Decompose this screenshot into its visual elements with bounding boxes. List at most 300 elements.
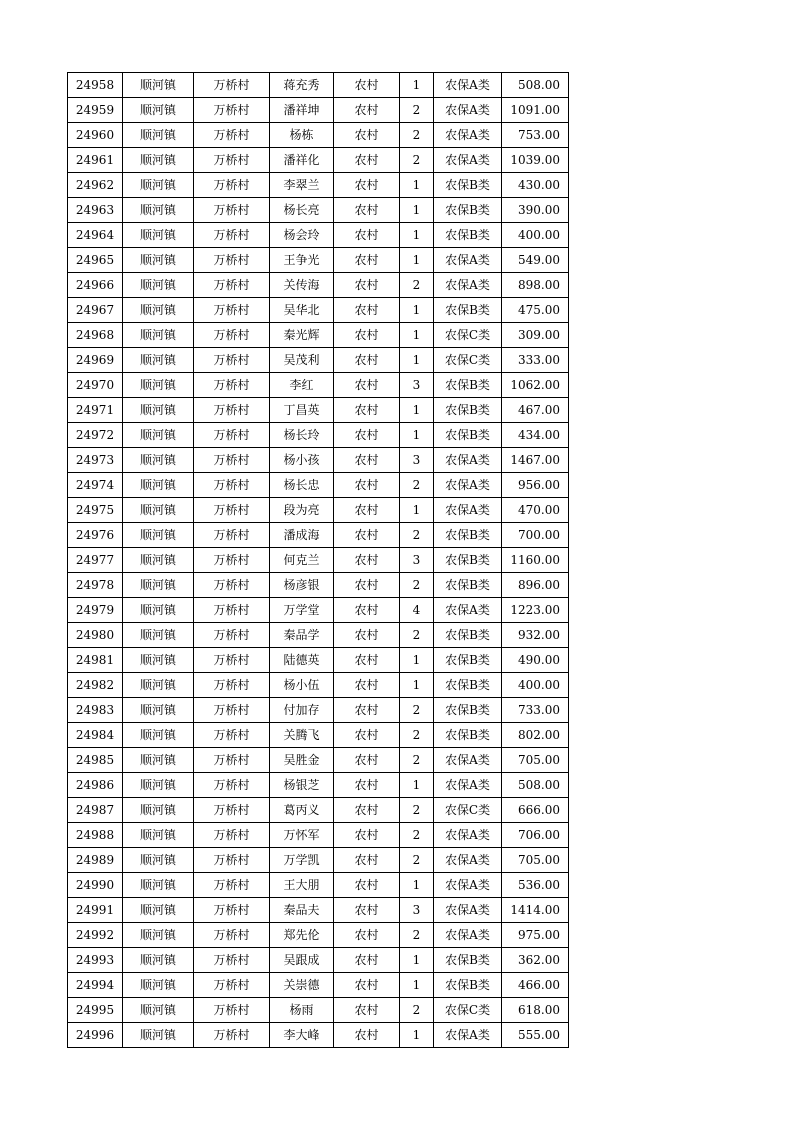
insurance-category-cell: 农保A类 (434, 923, 502, 948)
person-name-cell: 秦光辉 (270, 323, 334, 348)
insurance-category-cell: 农保A类 (434, 898, 502, 923)
record-id-cell: 24962 (68, 173, 123, 198)
insurance-category-cell: 农保A类 (434, 823, 502, 848)
insurance-category-cell: 农保C类 (434, 323, 502, 348)
village-cell: 万桥村 (194, 498, 270, 523)
person-name-cell: 李大峰 (270, 1023, 334, 1048)
household-type-cell: 农村 (334, 673, 400, 698)
person-name-cell: 秦品学 (270, 623, 334, 648)
household-type-cell: 农村 (334, 1023, 400, 1048)
person-name-cell: 杨长玲 (270, 423, 334, 448)
amount-cell: 555.00 (502, 1023, 569, 1048)
town-cell: 顺河镇 (123, 373, 194, 398)
record-id-cell: 24963 (68, 198, 123, 223)
village-cell: 万桥村 (194, 423, 270, 448)
town-cell: 顺河镇 (123, 248, 194, 273)
table-row (68, 148, 569, 173)
amount-cell: 1062.00 (502, 373, 569, 398)
table-row (68, 248, 569, 273)
village-cell: 万桥村 (194, 373, 270, 398)
village-cell: 万桥村 (194, 123, 270, 148)
table-row (68, 648, 569, 673)
record-id-cell: 24978 (68, 573, 123, 598)
town-cell: 顺河镇 (123, 923, 194, 948)
town-cell: 顺河镇 (123, 198, 194, 223)
household-type-cell: 农村 (334, 823, 400, 848)
town-cell: 顺河镇 (123, 698, 194, 723)
insurance-category-cell: 农保B类 (434, 548, 502, 573)
member-count-cell: 1 (400, 73, 434, 98)
insurance-category-cell: 农保B类 (434, 673, 502, 698)
table-row (68, 673, 569, 698)
person-name-cell: 段为亮 (270, 498, 334, 523)
town-cell: 顺河镇 (123, 398, 194, 423)
amount-cell: 753.00 (502, 123, 569, 148)
town-cell: 顺河镇 (123, 323, 194, 348)
person-name-cell: 潘祥化 (270, 148, 334, 173)
amount-cell: 618.00 (502, 998, 569, 1023)
town-cell: 顺河镇 (123, 548, 194, 573)
person-name-cell: 潘祥坤 (270, 98, 334, 123)
household-type-cell: 农村 (334, 123, 400, 148)
town-cell: 顺河镇 (123, 823, 194, 848)
member-count-cell: 1 (400, 223, 434, 248)
town-cell: 顺河镇 (123, 498, 194, 523)
person-name-cell: 杨小伍 (270, 673, 334, 698)
village-cell: 万桥村 (194, 98, 270, 123)
village-cell: 万桥村 (194, 348, 270, 373)
member-count-cell: 2 (400, 998, 434, 1023)
household-type-cell: 农村 (334, 173, 400, 198)
household-type-cell: 农村 (334, 873, 400, 898)
table-row (68, 523, 569, 548)
person-name-cell: 杨银芝 (270, 773, 334, 798)
insurance-category-cell: 农保B类 (434, 698, 502, 723)
insurance-category-cell: 农保A类 (434, 748, 502, 773)
insurance-category-cell: 农保B类 (434, 623, 502, 648)
insurance-category-cell: 农保A类 (434, 498, 502, 523)
table-row (68, 423, 569, 448)
town-cell: 顺河镇 (123, 273, 194, 298)
record-id-cell: 24965 (68, 248, 123, 273)
record-id-cell: 24995 (68, 998, 123, 1023)
table-row (68, 98, 569, 123)
amount-cell: 733.00 (502, 698, 569, 723)
table-row (68, 473, 569, 498)
member-count-cell: 1 (400, 673, 434, 698)
town-cell: 顺河镇 (123, 998, 194, 1023)
person-name-cell: 杨彦银 (270, 573, 334, 598)
town-cell: 顺河镇 (123, 948, 194, 973)
table-row (68, 273, 569, 298)
record-id-cell: 24981 (68, 648, 123, 673)
town-cell: 顺河镇 (123, 423, 194, 448)
amount-cell: 390.00 (502, 198, 569, 223)
table-row (68, 748, 569, 773)
person-name-cell: 潘成海 (270, 523, 334, 548)
town-cell: 顺河镇 (123, 473, 194, 498)
household-type-cell: 农村 (334, 898, 400, 923)
village-cell: 万桥村 (194, 523, 270, 548)
household-type-cell: 农村 (334, 348, 400, 373)
village-cell: 万桥村 (194, 473, 270, 498)
member-count-cell: 2 (400, 523, 434, 548)
insurance-category-cell: 农保C类 (434, 998, 502, 1023)
record-id-cell: 24990 (68, 873, 123, 898)
table-row (68, 198, 569, 223)
table-row (68, 848, 569, 873)
insurance-category-cell: 农保B类 (434, 973, 502, 998)
amount-cell: 1223.00 (502, 598, 569, 623)
amount-cell: 1414.00 (502, 898, 569, 923)
record-id-cell: 24959 (68, 98, 123, 123)
village-cell: 万桥村 (194, 223, 270, 248)
insurance-category-cell: 农保A类 (434, 148, 502, 173)
member-count-cell: 2 (400, 623, 434, 648)
table-row (68, 573, 569, 598)
household-type-cell: 农村 (334, 648, 400, 673)
table-row (68, 773, 569, 798)
household-type-cell: 农村 (334, 373, 400, 398)
table-row (68, 123, 569, 148)
amount-cell: 362.00 (502, 948, 569, 973)
person-name-cell: 何克兰 (270, 548, 334, 573)
amount-cell: 1039.00 (502, 148, 569, 173)
amount-cell: 400.00 (502, 673, 569, 698)
amount-cell: 536.00 (502, 873, 569, 898)
person-name-cell: 李翠兰 (270, 173, 334, 198)
amount-cell: 956.00 (502, 473, 569, 498)
person-name-cell: 吴茂利 (270, 348, 334, 373)
insurance-category-cell: 农保B类 (434, 198, 502, 223)
household-type-cell: 农村 (334, 748, 400, 773)
member-count-cell: 1 (400, 348, 434, 373)
table-row (68, 623, 569, 648)
insurance-category-cell: 农保B类 (434, 723, 502, 748)
member-count-cell: 2 (400, 573, 434, 598)
table-row (68, 1023, 569, 1048)
record-id-cell: 24958 (68, 73, 123, 98)
person-name-cell: 陆德英 (270, 648, 334, 673)
amount-cell: 1091.00 (502, 98, 569, 123)
person-name-cell: 蒋充秀 (270, 73, 334, 98)
member-count-cell: 2 (400, 748, 434, 773)
record-id-cell: 24964 (68, 223, 123, 248)
table-row (68, 348, 569, 373)
town-cell: 顺河镇 (123, 223, 194, 248)
insurance-category-cell: 农保A类 (434, 73, 502, 98)
village-cell: 万桥村 (194, 148, 270, 173)
town-cell: 顺河镇 (123, 573, 194, 598)
member-count-cell: 2 (400, 798, 434, 823)
insurance-category-cell: 农保A类 (434, 1023, 502, 1048)
household-type-cell: 农村 (334, 523, 400, 548)
household-type-cell: 农村 (334, 98, 400, 123)
record-id-cell: 24971 (68, 398, 123, 423)
town-cell: 顺河镇 (123, 98, 194, 123)
insurance-category-cell: 农保B类 (434, 523, 502, 548)
village-cell: 万桥村 (194, 998, 270, 1023)
records-table-body (68, 73, 569, 1048)
table-row (68, 698, 569, 723)
amount-cell: 802.00 (502, 723, 569, 748)
member-count-cell: 4 (400, 598, 434, 623)
insurance-category-cell: 农保C类 (434, 348, 502, 373)
person-name-cell: 杨小孩 (270, 448, 334, 473)
village-cell: 万桥村 (194, 773, 270, 798)
record-id-cell: 24974 (68, 473, 123, 498)
person-name-cell: 王大朋 (270, 873, 334, 898)
table-row (68, 973, 569, 998)
village-cell: 万桥村 (194, 923, 270, 948)
village-cell: 万桥村 (194, 448, 270, 473)
insurance-category-cell: 农保B类 (434, 223, 502, 248)
village-cell: 万桥村 (194, 973, 270, 998)
records-table-wrapper (67, 72, 569, 1048)
member-count-cell: 1 (400, 873, 434, 898)
record-id-cell: 24960 (68, 123, 123, 148)
table-row (68, 998, 569, 1023)
record-id-cell: 24982 (68, 673, 123, 698)
record-id-cell: 24975 (68, 498, 123, 523)
amount-cell: 896.00 (502, 573, 569, 598)
record-id-cell: 24972 (68, 423, 123, 448)
household-type-cell: 农村 (334, 698, 400, 723)
insurance-category-cell: 农保A类 (434, 123, 502, 148)
person-name-cell: 关崇德 (270, 973, 334, 998)
town-cell: 顺河镇 (123, 973, 194, 998)
town-cell: 顺河镇 (123, 148, 194, 173)
household-type-cell: 农村 (334, 923, 400, 948)
insurance-category-cell: 农保A类 (434, 248, 502, 273)
amount-cell: 434.00 (502, 423, 569, 448)
member-count-cell: 2 (400, 98, 434, 123)
record-id-cell: 24993 (68, 948, 123, 973)
village-cell: 万桥村 (194, 273, 270, 298)
member-count-cell: 1 (400, 248, 434, 273)
record-id-cell: 24987 (68, 798, 123, 823)
person-name-cell: 关传海 (270, 273, 334, 298)
household-type-cell: 农村 (334, 548, 400, 573)
person-name-cell: 吴跟成 (270, 948, 334, 973)
amount-cell: 470.00 (502, 498, 569, 523)
member-count-cell: 1 (400, 773, 434, 798)
village-cell: 万桥村 (194, 73, 270, 98)
household-type-cell: 农村 (334, 423, 400, 448)
town-cell: 顺河镇 (123, 298, 194, 323)
record-id-cell: 24961 (68, 148, 123, 173)
member-count-cell: 2 (400, 848, 434, 873)
insurance-category-cell: 农保B类 (434, 648, 502, 673)
household-type-cell: 农村 (334, 198, 400, 223)
amount-cell: 508.00 (502, 73, 569, 98)
person-name-cell: 杨栋 (270, 123, 334, 148)
table-row (68, 823, 569, 848)
household-type-cell: 农村 (334, 798, 400, 823)
village-cell: 万桥村 (194, 673, 270, 698)
household-type-cell: 农村 (334, 998, 400, 1023)
table-row (68, 173, 569, 198)
town-cell: 顺河镇 (123, 648, 194, 673)
town-cell: 顺河镇 (123, 623, 194, 648)
amount-cell: 898.00 (502, 273, 569, 298)
table-row (68, 923, 569, 948)
amount-cell: 309.00 (502, 323, 569, 348)
insurance-category-cell: 农保B类 (434, 423, 502, 448)
member-count-cell: 1 (400, 173, 434, 198)
household-type-cell: 农村 (334, 73, 400, 98)
village-cell: 万桥村 (194, 248, 270, 273)
member-count-cell: 2 (400, 123, 434, 148)
record-id-cell: 24979 (68, 598, 123, 623)
record-id-cell: 24985 (68, 748, 123, 773)
household-type-cell: 农村 (334, 573, 400, 598)
household-type-cell: 农村 (334, 948, 400, 973)
town-cell: 顺河镇 (123, 898, 194, 923)
village-cell: 万桥村 (194, 948, 270, 973)
amount-cell: 705.00 (502, 748, 569, 773)
record-id-cell: 24977 (68, 548, 123, 573)
village-cell: 万桥村 (194, 173, 270, 198)
household-type-cell: 农村 (334, 848, 400, 873)
village-cell: 万桥村 (194, 198, 270, 223)
person-name-cell: 吴华北 (270, 298, 334, 323)
household-type-cell: 农村 (334, 248, 400, 273)
person-name-cell: 万怀军 (270, 823, 334, 848)
table-row (68, 498, 569, 523)
person-name-cell: 李红 (270, 373, 334, 398)
amount-cell: 1160.00 (502, 548, 569, 573)
insurance-category-cell: 农保A类 (434, 473, 502, 498)
village-cell: 万桥村 (194, 873, 270, 898)
insurance-category-cell: 农保A类 (434, 98, 502, 123)
member-count-cell: 2 (400, 473, 434, 498)
insurance-category-cell: 农保A类 (434, 848, 502, 873)
village-cell: 万桥村 (194, 698, 270, 723)
table-row (68, 898, 569, 923)
town-cell: 顺河镇 (123, 723, 194, 748)
town-cell: 顺河镇 (123, 748, 194, 773)
village-cell: 万桥村 (194, 898, 270, 923)
amount-cell: 430.00 (502, 173, 569, 198)
person-name-cell: 秦品夫 (270, 898, 334, 923)
insurance-category-cell: 农保A类 (434, 598, 502, 623)
town-cell: 顺河镇 (123, 348, 194, 373)
amount-cell: 467.00 (502, 398, 569, 423)
record-id-cell: 24973 (68, 448, 123, 473)
insurance-category-cell: 农保C类 (434, 798, 502, 823)
insurance-category-cell: 农保A类 (434, 873, 502, 898)
record-id-cell: 24994 (68, 973, 123, 998)
village-cell: 万桥村 (194, 623, 270, 648)
insurance-category-cell: 农保B类 (434, 373, 502, 398)
amount-cell: 1467.00 (502, 448, 569, 473)
person-name-cell: 付加存 (270, 698, 334, 723)
amount-cell: 700.00 (502, 523, 569, 548)
amount-cell: 466.00 (502, 973, 569, 998)
member-count-cell: 2 (400, 148, 434, 173)
person-name-cell: 郑先伦 (270, 923, 334, 948)
record-id-cell: 24966 (68, 273, 123, 298)
person-name-cell: 杨雨 (270, 998, 334, 1023)
table-row (68, 373, 569, 398)
member-count-cell: 1 (400, 298, 434, 323)
insurance-category-cell: 农保B类 (434, 948, 502, 973)
member-count-cell: 3 (400, 373, 434, 398)
amount-cell: 706.00 (502, 823, 569, 848)
household-type-cell: 农村 (334, 498, 400, 523)
amount-cell: 400.00 (502, 223, 569, 248)
insurance-category-cell: 农保B类 (434, 173, 502, 198)
town-cell: 顺河镇 (123, 598, 194, 623)
town-cell: 顺河镇 (123, 173, 194, 198)
household-type-cell: 农村 (334, 623, 400, 648)
household-type-cell: 农村 (334, 148, 400, 173)
member-count-cell: 2 (400, 723, 434, 748)
table-row (68, 448, 569, 473)
town-cell: 顺河镇 (123, 848, 194, 873)
table-row (68, 548, 569, 573)
record-id-cell: 24984 (68, 723, 123, 748)
person-name-cell: 关腾飞 (270, 723, 334, 748)
amount-cell: 666.00 (502, 798, 569, 823)
person-name-cell: 万学堂 (270, 598, 334, 623)
record-id-cell: 24967 (68, 298, 123, 323)
insurance-category-cell: 农保B类 (434, 298, 502, 323)
record-id-cell: 24996 (68, 1023, 123, 1048)
member-count-cell: 1 (400, 423, 434, 448)
village-cell: 万桥村 (194, 648, 270, 673)
record-id-cell: 24976 (68, 523, 123, 548)
village-cell: 万桥村 (194, 548, 270, 573)
insurance-category-cell: 农保A类 (434, 273, 502, 298)
household-type-cell: 农村 (334, 973, 400, 998)
table-row (68, 598, 569, 623)
member-count-cell: 1 (400, 948, 434, 973)
member-count-cell: 2 (400, 698, 434, 723)
household-type-cell: 农村 (334, 323, 400, 348)
village-cell: 万桥村 (194, 323, 270, 348)
record-id-cell: 24968 (68, 323, 123, 348)
person-name-cell: 王争光 (270, 248, 334, 273)
table-row (68, 948, 569, 973)
records-table (67, 72, 569, 1048)
record-id-cell: 24992 (68, 923, 123, 948)
village-cell: 万桥村 (194, 298, 270, 323)
town-cell: 顺河镇 (123, 798, 194, 823)
household-type-cell: 农村 (334, 598, 400, 623)
household-type-cell: 农村 (334, 273, 400, 298)
amount-cell: 705.00 (502, 848, 569, 873)
insurance-category-cell: 农保B类 (434, 573, 502, 598)
person-name-cell: 杨长忠 (270, 473, 334, 498)
person-name-cell: 葛丙义 (270, 798, 334, 823)
member-count-cell: 1 (400, 398, 434, 423)
member-count-cell: 1 (400, 198, 434, 223)
member-count-cell: 1 (400, 1023, 434, 1048)
table-row (68, 873, 569, 898)
insurance-category-cell: 农保A类 (434, 448, 502, 473)
village-cell: 万桥村 (194, 1023, 270, 1048)
town-cell: 顺河镇 (123, 773, 194, 798)
record-id-cell: 24986 (68, 773, 123, 798)
town-cell: 顺河镇 (123, 673, 194, 698)
amount-cell: 549.00 (502, 248, 569, 273)
amount-cell: 975.00 (502, 923, 569, 948)
table-row (68, 298, 569, 323)
member-count-cell: 2 (400, 923, 434, 948)
town-cell: 顺河镇 (123, 123, 194, 148)
